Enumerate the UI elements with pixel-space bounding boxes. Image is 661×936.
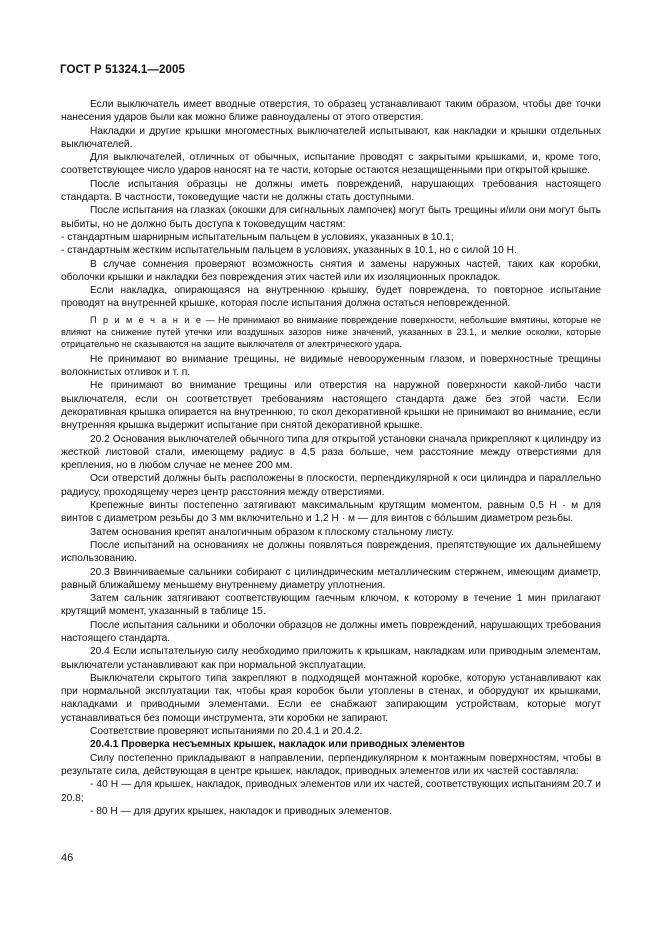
list-item: - стандартным жестким испытательным пальцем в условиях, указанных в 10.1, но с силой 10 Н. — [61, 245, 517, 257]
paragraph: Силу постепенно прикладывают в направлении, перпендикулярном к монтажным поверхностям, чтобы в результате сила, действующая в центре крышек, накладок, приводных элементов или их частей составляла: — [61, 752, 601, 777]
paragraph: Оси отверстий должны быть расположены в плоскости, перпендикулярной к оси цилиндра и параллельно радиусу, проходящему через центр расстояния между отверстиями. — [61, 473, 601, 498]
note-label: П р и м е ч а н и е — [90, 314, 203, 325]
list-item: - 80 Н — для других крышек, накладок и приводных элементов. — [90, 805, 392, 817]
paragraph: Если накладка, опирающаяся на внутреннюю крышку, будет повреждена, то повторное испытание проводят на внутренней крышке, которая после испытания должна остаться неповрежденной. — [61, 285, 601, 310]
document-header: ГОСТ Р 51324.1—2005 — [60, 64, 185, 76]
page-number: 46 — [61, 852, 74, 864]
paragraph: Затем сальник затягивают соответствующим гаечным ключом, к которому в течение 1 мин прилагают крутящий момент, указанный в таблице 15. — [61, 593, 601, 618]
note — [61, 314, 601, 350]
paragraph: Крепежные винты постепенно затягивают максимальным крутящим моментом, равным 0,5 Н · м для винтов с диаметром резьбы до 3 мм включительно и 1,2 Н · м — для винтов с бо́льшим диаметром резьбы. — [61, 500, 601, 525]
list-item: - стандартным шарнирным испытательным пальцем в условиях, указанных в 10.1; — [61, 231, 454, 243]
paragraph: После испытания образцы не должны иметь повреждений, нарушающих требования настоящего стандарта. В частности, токоведущие части не должны стать доступными. — [61, 178, 601, 204]
paragraph: Накладки и другие крышки многоместных выключателей испытывают, как накладки и крышки отдельных выключателей. — [61, 125, 601, 150]
paragraph: После испытания сальники и оболочки образцов не должны иметь повреждений, нарушающих требования настоящего стандарта. — [61, 619, 601, 644]
paragraph: Соответствие проверяют испытаниями по 20.4.1 и 20.4.2. — [90, 726, 363, 738]
paragraph: Выключатели скрытого типа закрепляют в подходящей монтажной коробке, которую устанавливают как при нормальной эксплуатации так, чтобы края коробок были утоплены в стенах, и оборудуют их крышками, накладками и приводными элементами. Если ее снабжают запирающим устройствам, которые могут устанавливаться без помощи инструмента, эти коробки не запирают. — [61, 672, 601, 724]
paragraph: 20.4 Если испытательную силу необходимо приложить к крышкам, накладкам или приводным элементам, выключатели устанавливают как при нормальной эксплуатации. — [61, 646, 601, 671]
section-heading: 20.4.1 Проверка несъемных крышек, накладок или приводных элементов — [90, 739, 465, 751]
paragraph: Для выключателей, отличных от обычных, испытание проводят с закрытыми крышками, и, кроме того, соответствующее число ударов наносят на те части, которые остаются незащищенными при открытой крышке. — [61, 152, 601, 177]
paragraph: Не принимают во внимание трещины или отверстия на наружной поверхности какой-либо части выключателя, если он соответствует требованиям настоящего стандарта даже без этой части. Если декоративная крышка опирается на внутреннюю, то скол декоративной крышки не принимают во внимание, если внутренняя крышка выдержит испытание при снятой декоративной крышке. — [61, 380, 601, 432]
paragraph: Затем основания крепят аналогичным образом к плоскому стальному листу. — [90, 526, 454, 538]
paragraph: Не принимают во внимание трещины, не видимые невооруженным глазом, и поверхностные трещины волокнистых отливок и т. п. — [61, 353, 601, 379]
note-text: — Не принимают во внимание повреждение поверхности, небольшие вмятины, которые не влияют на снижение путей утечки или воздушных зазоров ниже значений, указанных в 23.1, и мелкие осколки, которые отрицательно не сказываются на защите выключателя от электрического удара. — [61, 314, 602, 349]
paragraph: 20.2 Основания выключателей обычного типа для открытой установки сначала прикрепляют к цилиндру из жесткой листовой стали, имеющему радиус в 4,5 раза больше, чем расстояние между отверстиями для крепления, но в любом случае не менее 200 мм. — [61, 433, 601, 472]
list-item: - 40 Н — для крышек, накладок, приводных элементов или их частей, соответствующих испытаниям 20.7 и 20.8; — [61, 779, 601, 804]
paragraph: После испытания на глазках (окошки для сигнальных лампочек) могут быть трещины и/или они могут быть выбиты, но не должно быть доступа к токоведущим частям: — [61, 205, 601, 230]
paragraph: 20.3 Ввинчиваемые сальники собирают с цилиндрическим металлическим стержнем, имеющим диаметр, равный ближайшему меньшему внутреннему диаметру уплотнения. — [61, 566, 601, 591]
body-text — [61, 98, 601, 818]
paragraph: Если выключатель имеет вводные отверстия, то образец устанавливают таким образом, чтобы две точки нанесения ударов были как можно ближе равноудалены от этого отверстия. — [61, 99, 601, 124]
paragraph: После испытаний на основаниях не должны появляться повреждения, препятствующие их дальнейшему использованию. — [61, 539, 601, 565]
paragraph: В случае сомнения проверяют возможность снятия и замены наружных частей, таких как коробки, оболочки крышки и накладки без повреждения этих частей или их изоляционных прокладок. — [61, 258, 601, 283]
